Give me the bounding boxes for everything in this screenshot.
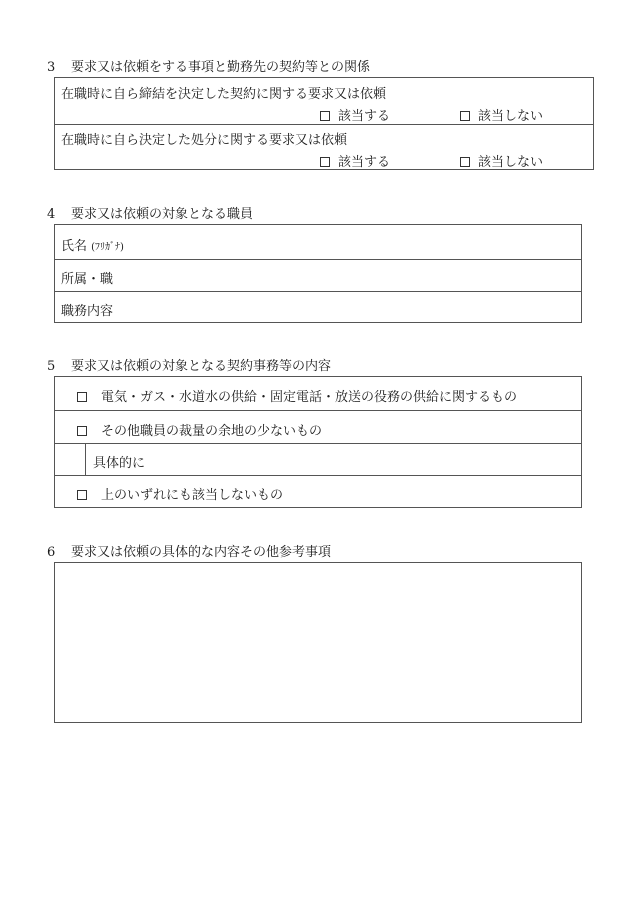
section-6-content-box[interactable]: [54, 562, 582, 723]
section-3-row-2-yes[interactable]: [320, 151, 390, 170]
section-3-title: 要求又は依頼をする事項と勤務先の契約等との関係: [71, 60, 371, 75]
section-5-table: [54, 376, 582, 508]
checkbox-icon[interactable]: [77, 426, 87, 436]
section-5-detail-row[interactable]: [55, 443, 581, 475]
checkbox-icon[interactable]: [77, 490, 87, 500]
section-3-row-2-yes-label: 該当する: [338, 155, 391, 170]
section-4-heading: [47, 203, 253, 222]
section-4-table: [54, 224, 582, 323]
section-3-row-1-question: 在職時に自ら締結を決定した契約に関する要求又は依頼: [61, 87, 387, 102]
section-5-option-2-label: その他職員の裁量の余地の少ないもの: [101, 424, 323, 439]
section-5-option-utilities[interactable]: [55, 377, 581, 410]
section-5-option-none[interactable]: [55, 475, 581, 507]
section-6-title: 要求又は依頼の具体的な内容その他参考事項: [71, 545, 332, 560]
affiliation-label: 所属・職: [61, 272, 114, 287]
checkbox-icon[interactable]: [320, 157, 330, 167]
section-5-option-1-label: 電気・ガス・水道水の供給・固定電話・放送の役務の供給に関するもの: [101, 390, 518, 405]
section-5-option-low-discretion[interactable]: [55, 410, 581, 443]
section-5-heading: [47, 355, 331, 374]
name-furigana-label: (ﾌﾘｶﾞﾅ): [91, 242, 124, 253]
section-5-detail-label: 具体的に: [93, 456, 146, 471]
section-5-title: 要求又は依頼の対象となる契約事務等の内容: [71, 359, 332, 374]
section-3-table: [54, 77, 594, 170]
section-3-row-2-question: 在職時に自ら決定した処分に関する要求又は依頼: [61, 133, 348, 148]
section-4-number: 4: [47, 207, 56, 222]
section-3-heading: [47, 56, 370, 75]
checkbox-icon[interactable]: [77, 392, 87, 402]
indent-divider: [85, 444, 86, 475]
section-4-row-duties[interactable]: [55, 291, 581, 322]
section-3-row-contract: [55, 78, 593, 124]
section-5-number: 5: [47, 359, 56, 374]
section-6-heading: [47, 541, 331, 560]
checkbox-icon[interactable]: [320, 111, 330, 121]
duties-label: 職務内容: [61, 304, 114, 319]
checkbox-icon[interactable]: [460, 157, 470, 167]
section-3-row-2-no-label: 該当しない: [478, 155, 544, 170]
section-5-option-3-label: 上のいずれにも該当しないもの: [101, 488, 284, 503]
section-4-row-affiliation[interactable]: [55, 259, 581, 291]
section-3-row-2-no[interactable]: [460, 151, 543, 170]
section-4-title: 要求又は依頼の対象となる職員: [71, 207, 254, 222]
section-3-row-1-yes[interactable]: [320, 105, 390, 124]
section-6-number: 6: [47, 545, 56, 560]
section-3-row-1-yes-label: 該当する: [338, 109, 391, 124]
section-3-number: 3: [47, 60, 56, 75]
section-3-row-1-no[interactable]: [460, 105, 543, 124]
section-4-row-name[interactable]: [55, 225, 581, 259]
section-3-row-disposition: [55, 124, 593, 169]
name-label: 氏名: [61, 239, 88, 254]
section-3-row-1-no-label: 該当しない: [478, 109, 544, 124]
checkbox-icon[interactable]: [460, 111, 470, 121]
